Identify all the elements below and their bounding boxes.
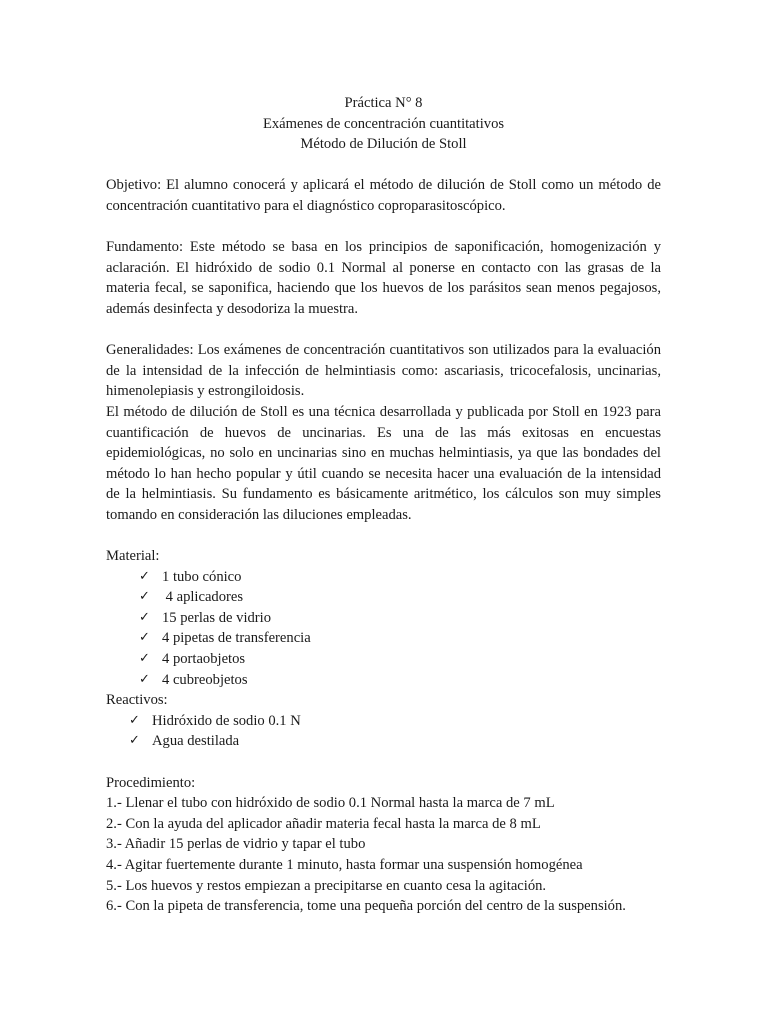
- procedure-step: 4.- Agitar fuertemente durante 1 minuto, hasta formar una suspensión homogénea: [106, 856, 583, 873]
- foundation-paragraph: Fundamento: Este método se basa en los principios de saponificación, homogenización y aclaración. El hidróxido de sodio 0.1 Normal al ponerse en contacto con las grasas de la materia fecal, se saponifica, haciendo que los huevos de los parásitos sean menos pegajosos, además desinfecta y desodoriza la muestra.: [106, 239, 661, 317]
- checkmark-icon: ✓: [139, 589, 150, 605]
- procedure-steps: [106, 793, 661, 917]
- list-item: ✓ Agua destilada: [106, 731, 661, 752]
- material-label: Material:: [106, 548, 160, 565]
- document-page: [106, 93, 661, 917]
- list-item: ✓ 4 aplicadores: [106, 587, 661, 608]
- procedure-step: 5.- Los huevos y restos empiezan a precipitarse en cuanto cesa la agitación.: [106, 877, 547, 894]
- document-header: [106, 93, 661, 155]
- checkmark-icon: ✓: [139, 651, 150, 667]
- material-list: [106, 567, 661, 691]
- procedure-step: 6.- Con la pipeta de transferencia, tome una pequeña porción del centro de la suspensión.: [106, 898, 626, 915]
- stoll-method-paragraph: El método de dilución de Stoll es una técnica desarrollada y publicada por Stoll en 1923 para cuantificación de huevos de uncinarias. Es una de las más exitosas en encuestas epidemiológicas, no solo en uncinarias sino en muchas helmintiasis, ya que las bondades del método lo han hecho popular y útil cuando se necesita hacer una evaluación de la intensidad de la helmintiasis. Su fundamento es básicamente aritmético, los cálculos son muy simples tomando en consideración las diluciones empleadas.: [106, 403, 661, 523]
- checkmark-icon: ✓: [139, 609, 150, 625]
- practice-title: Práctica N° 8: [344, 95, 423, 111]
- reagents-list: [106, 711, 661, 752]
- generalities-paragraph: Generalidades: Los exámenes de concentración cuantitativos son utilizados para la evaluación de la intensidad de la infección de helmintiasis como: ascariasis, tricocefalosis, uncinarias, himenolepiasis y estrongiloidosis.: [106, 342, 661, 400]
- method-title: Método de Dilución de Stoll: [300, 136, 467, 153]
- objective-paragraph: Objetivo: El alumno conocerá y aplicará el método de dilución de Stoll como un método de concentración cuantitativo para el diagnóstico coproparasitoscópico.: [106, 177, 661, 214]
- list-item: ✓ 15 perlas de vidrio: [106, 608, 661, 629]
- procedure-step: 1.- Llenar el tubo con hidróxido de sodio 0.1 Normal hasta la marca de 7 mL: [106, 795, 555, 812]
- checkmark-icon: ✓: [129, 733, 140, 749]
- list-item: ✓ 4 pipetas de transferencia: [106, 628, 661, 649]
- procedure-label: Procedimiento:: [106, 774, 196, 791]
- list-item: ✓ Hidróxido de sodio 0.1 N: [106, 711, 661, 732]
- reagents-label: Reactivos:: [106, 692, 168, 709]
- list-item: ✓ 4 portaobjetos: [106, 649, 661, 670]
- checkmark-icon: ✓: [129, 712, 140, 728]
- list-item: ✓ 4 cubreobjetos: [106, 670, 661, 691]
- checkmark-icon: ✓: [139, 671, 150, 687]
- procedure-step: 3.- Añadir 15 perlas de vidrio y tapar el tubo: [106, 836, 366, 853]
- practice-subtitle: Exámenes de concentración cuantitativos: [262, 115, 505, 132]
- checkmark-icon: ✓: [139, 630, 150, 646]
- checkmark-icon: ✓: [139, 568, 150, 584]
- procedure-step: 2.- Con la ayuda del aplicador añadir materia fecal hasta la marca de 8 mL: [106, 815, 541, 832]
- list-item: ✓ 1 tubo cónico: [106, 567, 661, 588]
